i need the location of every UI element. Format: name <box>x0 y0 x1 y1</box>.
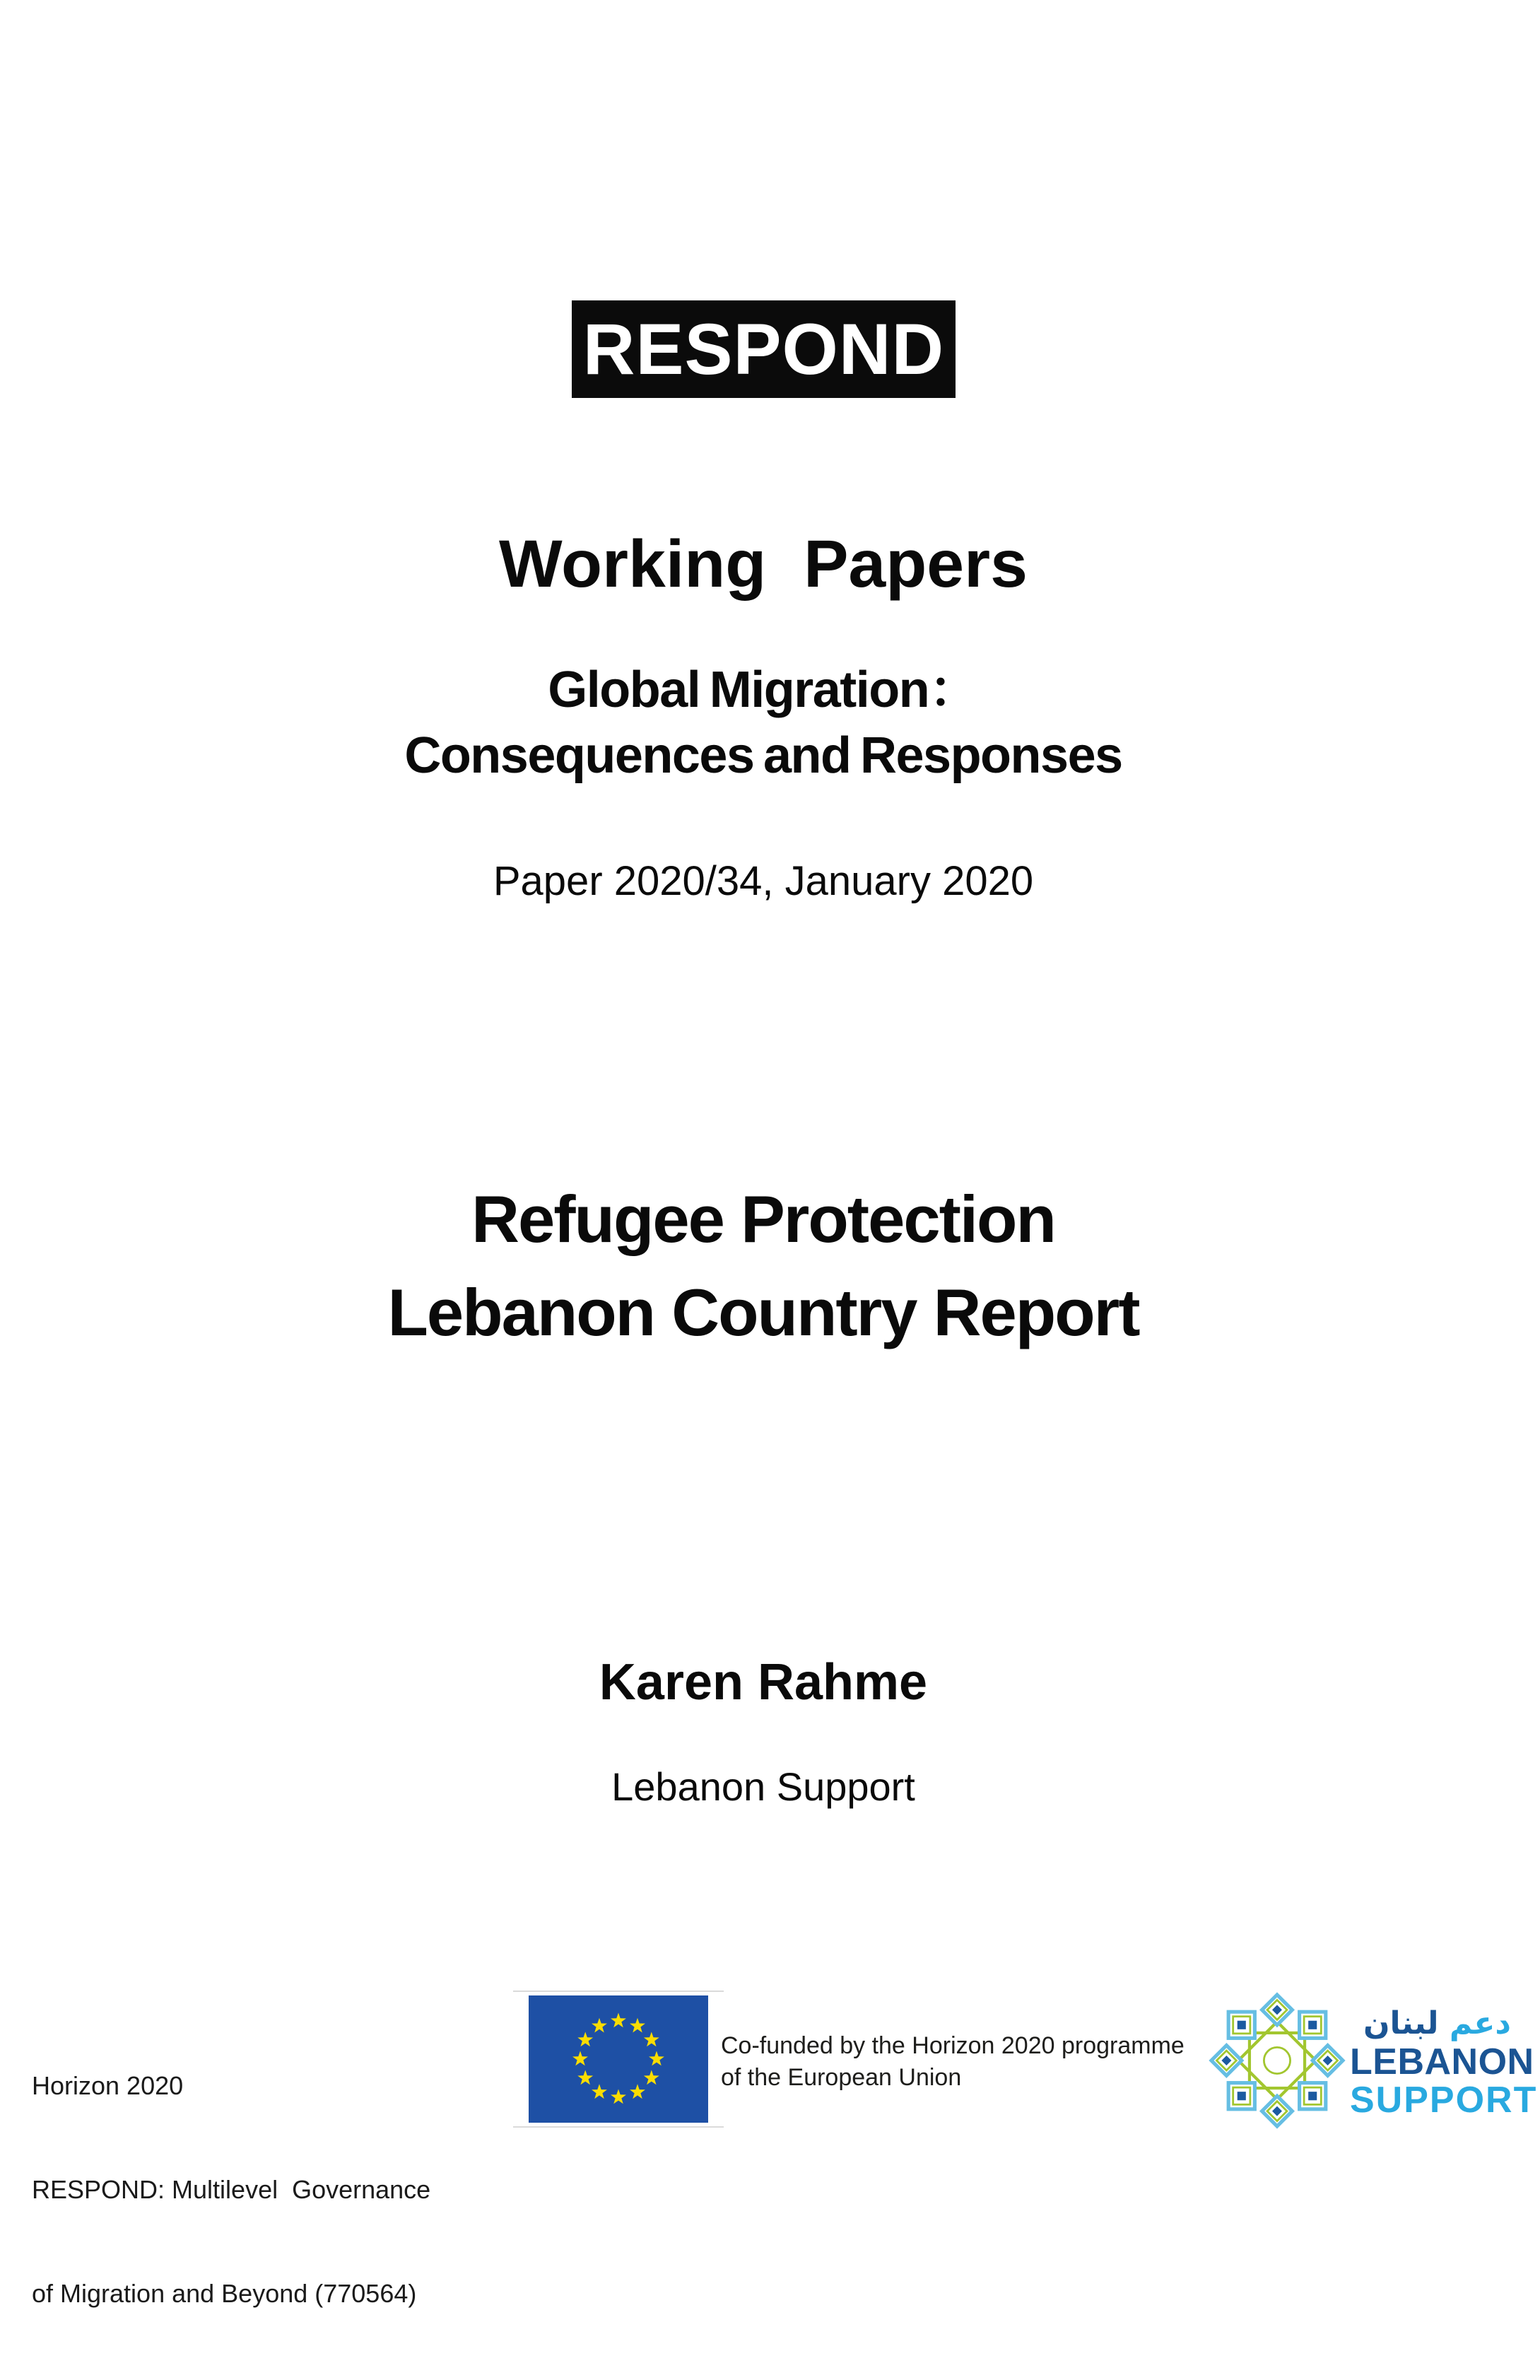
report-title-line-2: Lebanon Country Report <box>387 1275 1139 1349</box>
eu-cofunded-line-1: Co-funded by the Horizon 2020 programme <box>721 2032 1185 2059</box>
report-title-line-1: Refugee Protection <box>471 1182 1055 1256</box>
arabic-word-lebanon: لبنان <box>1363 2005 1439 2041</box>
series-subtitle-line-2: Consequences and Responses <box>404 727 1122 784</box>
eu-cofunded-line-2: of the European Union <box>721 2064 962 2091</box>
eu-cofunded-text <box>721 2030 1185 2094</box>
program-line-1: Horizon 2020 <box>32 2071 184 2100</box>
lebanon-support-logo-icon <box>1211 1995 1343 2126</box>
eu-flag-icon <box>529 1995 708 2123</box>
lebanon-support-arabic-name <box>1350 2006 1511 2041</box>
lebanon-support-name-line-2: SUPPORT <box>1350 2080 1538 2121</box>
arabic-word-support: دعم <box>1449 2005 1511 2041</box>
lebanon-support-wordmark <box>1350 2005 1538 2121</box>
author-name: Karen Rahme <box>599 1654 928 1711</box>
respond-logo <box>572 300 956 398</box>
program-line-3: of Migration and Beyond (770564) <box>32 2279 417 2308</box>
respond-logo-text: RESPOND <box>582 309 945 389</box>
author-affiliation: Lebanon Support <box>611 1764 915 1809</box>
eu-flag-frame <box>513 1991 724 2128</box>
paper-info: Paper 2020/34, January 2020 <box>493 858 1034 904</box>
series-subtitle <box>0 657 1527 789</box>
report-title <box>0 1173 1527 1359</box>
lebanon-support-name-line-1: LEBANON <box>1350 2041 1534 2082</box>
series-subtitle-line-1: Global Migration： <box>548 662 979 718</box>
program-line-2: RESPOND: Multilevel Governance <box>32 2175 431 2204</box>
series-title: Working Papers <box>499 527 1028 602</box>
program-info <box>32 1999 449 2380</box>
